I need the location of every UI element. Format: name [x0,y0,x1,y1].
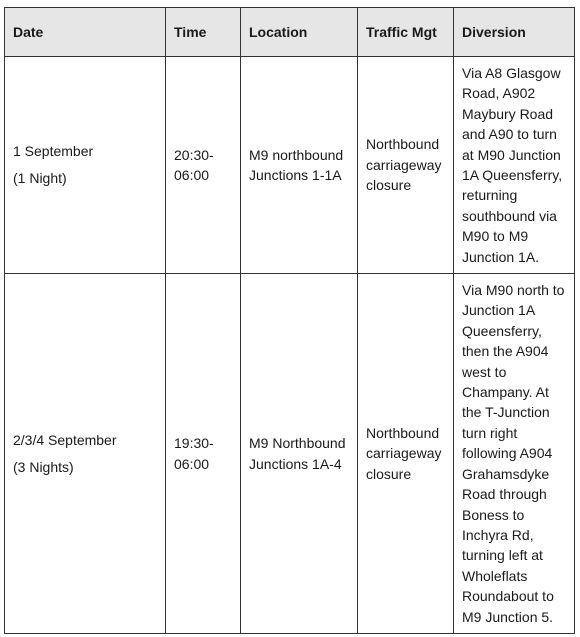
header-diversion: Diversion [454,8,575,57]
location-cell [241,57,358,274]
header-row [5,8,575,57]
table-row [5,274,575,634]
traffic-mgt-text: Northbound carriageway closure [366,424,442,482]
header-date: Date [5,8,166,57]
location-cell [241,274,358,634]
location-text: M9 northbound Junctions 1-1A [249,146,344,183]
traffic-mgt-cell [358,274,454,634]
roadworks-table [4,7,575,634]
diversion-cell [454,57,575,274]
traffic-mgt-cell [358,57,454,274]
traffic-mgt-text: Northbound carriageway closure [366,136,442,194]
date-cell [5,274,166,634]
header-location: Location [241,8,358,57]
nights-text: (3 Nights) [13,458,74,475]
table-header [5,8,575,57]
table-row [5,57,575,274]
date-cell [5,57,166,274]
date-text: 1 September [13,143,94,159]
time-cell [166,57,241,274]
header-time: Time [166,8,241,57]
location-text: M9 Northbound Junctions 1A-4 [249,435,346,472]
nights-text: (1 Night) [13,170,67,186]
diversion-text: Via A8 Glasgow Road, A902 Maybury Road and A90 to turn at M90 Junction 1A Queensferry, returning southbound via M90 to M9 Junction 1A. [462,64,563,265]
diversion-cell [454,274,575,634]
time-text: 20:30-06:00 [174,146,214,183]
header-traffic-mgt: Traffic Mgt [358,8,454,57]
date-text: 2/3/4 September [13,431,117,448]
time-cell [166,274,241,634]
table-body [5,57,575,634]
diversion-text: Via M90 north to Junction 1A Queensferry, then the A904 west to Champany. At the T-Junction turn right following A904 Grahamsdyke Road through Boness to Inchyra Rd, turning left at Wholeflats Roundabout to M9 Junction 5. [462,282,565,625]
time-text: 19:30-06:00 [174,435,214,472]
